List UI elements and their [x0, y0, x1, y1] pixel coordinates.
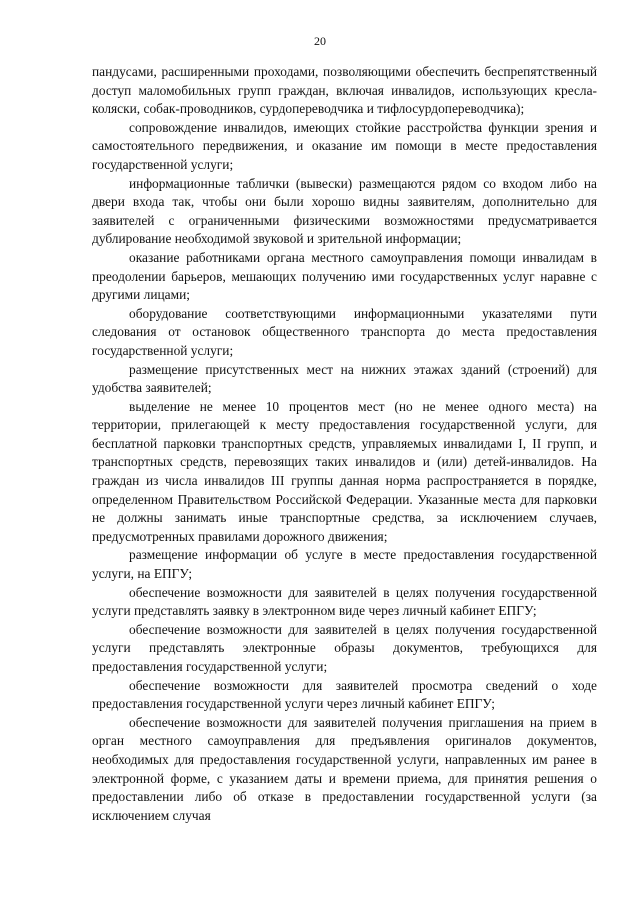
paragraph-9: обеспечение возможности для заявителей в целях получения государственной услуги представлять заявку в электронном виде через личный кабинет ЕПГУ; [92, 584, 597, 619]
paragraph-3: информационные таблички (вывески) размещаются рядом со входом либо на двери входа так, чтобы они были хорошо видны заявителям, дополнительно для заявителей с ограниченными физическими возможностями предусматривается дублирование необходимой звуковой и зрительной информации; [92, 175, 597, 247]
paragraph-2: сопровождение инвалидов, имеющих стойкие расстройства функции зрения и самостоятельного передвижения, и оказание им помощи в месте предоставления государственной услуги; [92, 119, 597, 172]
paragraph-5: оборудование соответствующими информационными указателями пути следования от остановок общественного транспорта до места предоставления государственной услуги; [92, 305, 597, 358]
paragraph-11: обеспечение возможности для заявителей просмотра сведений о ходе предоставления государственной услуги через личный кабинет ЕПГУ; [92, 677, 597, 712]
document-body [92, 63, 597, 825]
paragraph-12: обеспечение возможности для заявителей получения приглашения на прием в орган местного самоуправления для предъявления оригиналов документов, необходимых для предоставления государственной услуги, направленных им ранее в электронной форме, с указанием даты и времени приема, для принятия решения о предоставлении либо об отказе в предоставлении государственной услуги (за исключением случая [92, 714, 597, 823]
paragraph-1: пандусами, расширенными проходами, позволяющими обеспечить беспрепятственный доступ маломобильных групп граждан, включая инвалидов, использующих кресла-коляски, собак-проводников, сурдопереводчика и тифлосурдопереводчика); [92, 64, 597, 117]
paragraph-10: обеспечение возможности для заявителей в целях получения государственной услуги представлять электронные образы документов, требующихся для предоставления государственной услуги; [92, 621, 597, 674]
paragraph-4: оказание работниками органа местного самоуправления помощи инвалидам в преодолении барьеров, мешающих получению ими государственных услуг наравне с другими лицами; [92, 249, 597, 303]
page-number: 20 [314, 34, 326, 48]
paragraph-6: размещение присутственных мест на нижних этажах зданий (строений) для удобства заявителей; [92, 361, 597, 396]
paragraph-7: выделение не менее 10 процентов мест (но не менее одного места) на территории, прилегающей к месту предоставления государственной услуги, для бесплатной парковки транспортных средств, управляемых инвалидами I, II групп, и транспортных средств, перевозящих таких инвалидов и (или) детей-инвалидов. На граждан из числа инвалидов III группы данная норма распространяется в порядке, определенном Правительством Российской Федерации. Указанные места для парковки не должны занимать иные транспортные средства, за исключением случаев, предусмотренных правилами дорожного движения; [92, 398, 597, 544]
paragraph-8: размещение информации об услуге в месте предоставления государственной услуги, на ЕПГУ; [92, 547, 597, 582]
